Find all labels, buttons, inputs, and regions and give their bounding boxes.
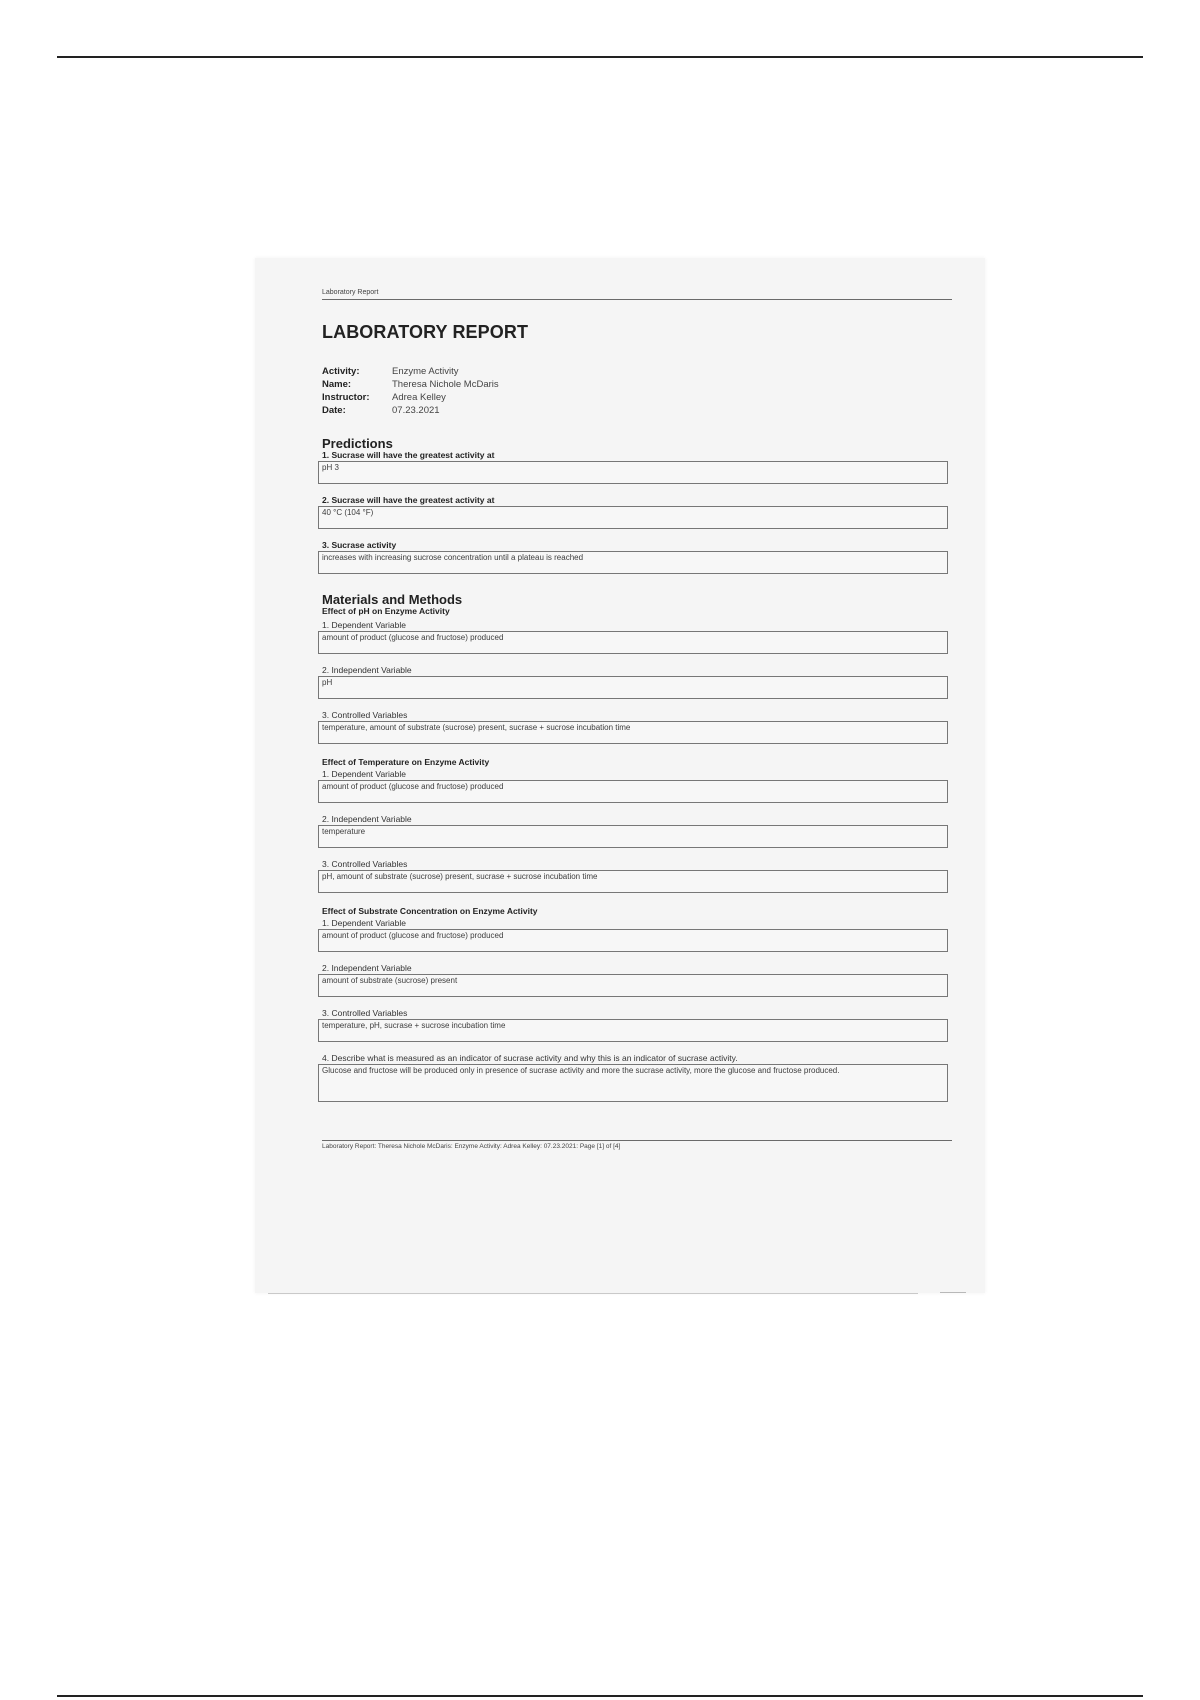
question-label: 2. Independent Variable — [322, 665, 412, 675]
predictions-section — [322, 437, 952, 574]
meta-row-date — [322, 404, 952, 417]
answer-box[interactable]: pH 3 — [318, 461, 948, 484]
materials-section — [322, 593, 952, 1102]
question-label: 2. Sucrase will have the greatest activity at — [322, 495, 495, 505]
question-label: 3. Controlled Variables — [322, 1008, 408, 1018]
meta-key: Activity: — [322, 366, 360, 377]
question-label: 1. Dependent Variable — [322, 769, 406, 779]
header-label: Laboratory Report — [322, 289, 379, 296]
question-label: 2. Independent Variable — [322, 963, 412, 973]
answer-box[interactable]: pH — [318, 676, 948, 699]
meta-key: Instructor: — [322, 392, 370, 403]
answer-box[interactable]: amount of product (glucose and fructose) produced — [318, 631, 948, 654]
meta-value: Theresa Nichole McDaris — [392, 379, 499, 390]
question-label: 4. Describe what is measured as an indicator of sucrase activity and why this is an indicator of sucrase activity. — [322, 1053, 738, 1063]
answer-box[interactable]: 40 °C (104 °F) — [318, 506, 948, 529]
bottom-rule — [57, 1695, 1143, 1697]
page-edge-mark — [940, 1292, 966, 1293]
question-label: 3. Sucrase activity — [322, 540, 397, 550]
report-title: LABORATORY REPORT — [322, 322, 529, 342]
top-rule — [57, 56, 1143, 58]
footer-rule — [322, 1140, 952, 1141]
question-label: 1. Dependent Variable — [322, 620, 406, 630]
answer-box[interactable]: increases with increasing sucrose concentration until a plateau is reached — [318, 551, 948, 574]
question-label: 1. Sucrase will have the greatest activity at — [322, 450, 495, 460]
page-edge-line — [268, 1293, 918, 1294]
meta-key: Name: — [322, 379, 352, 390]
answer-box[interactable]: amount of substrate (sucrose) present — [318, 974, 948, 997]
meta-key: Date: — [322, 405, 346, 416]
answer-box[interactable]: temperature, amount of substrate (sucrose) present, sucrase + sucrose incubation time — [318, 721, 948, 744]
group-title: Effect of Substrate Concentration on Enzyme Activity — [322, 906, 538, 916]
meta-value: Enzyme Activity — [392, 366, 459, 377]
question-label: 3. Controlled Variables — [322, 710, 408, 720]
document-content — [322, 288, 952, 1150]
group-title: Effect of Temperature on Enzyme Activity — [322, 757, 490, 767]
document-page — [255, 258, 985, 1293]
page-footer — [322, 1140, 952, 1150]
report-meta — [322, 365, 952, 417]
meta-row-instructor — [322, 391, 952, 404]
section-title: Materials and Methods — [322, 592, 463, 607]
meta-value: 07.23.2021 — [392, 405, 440, 416]
footer-text: Laboratory Report: Theresa Nichole McDaris: Enzyme Activity: Adrea Kelley: 07.23.2021: Page [1] of [4] — [322, 1143, 621, 1150]
answer-box[interactable]: amount of product (glucose and fructose) produced — [318, 929, 948, 952]
meta-row-name — [322, 378, 952, 391]
meta-value: Adrea Kelley — [392, 392, 446, 403]
answer-box[interactable]: temperature, pH, sucrase + sucrose incubation time — [318, 1019, 948, 1042]
group-title: Effect of pH on Enzyme Activity — [322, 606, 450, 616]
question-label: 2. Independent Variable — [322, 814, 412, 824]
answer-box[interactable]: Glucose and fructose will be produced only in presence of sucrase activity and more the sucrase activity, more the glucose and fructose produced. — [318, 1064, 948, 1102]
question-label: 3. Controlled Variables — [322, 859, 408, 869]
answer-box[interactable]: temperature — [318, 825, 948, 848]
meta-row-activity — [322, 365, 952, 378]
answer-box[interactable]: amount of product (glucose and fructose) produced — [318, 780, 948, 803]
question-label: 1. Dependent Variable — [322, 918, 406, 928]
header-rule — [322, 299, 952, 300]
answer-box[interactable]: pH, amount of substrate (sucrose) present, sucrase + sucrose incubation time — [318, 870, 948, 893]
section-title: Predictions — [322, 436, 393, 451]
